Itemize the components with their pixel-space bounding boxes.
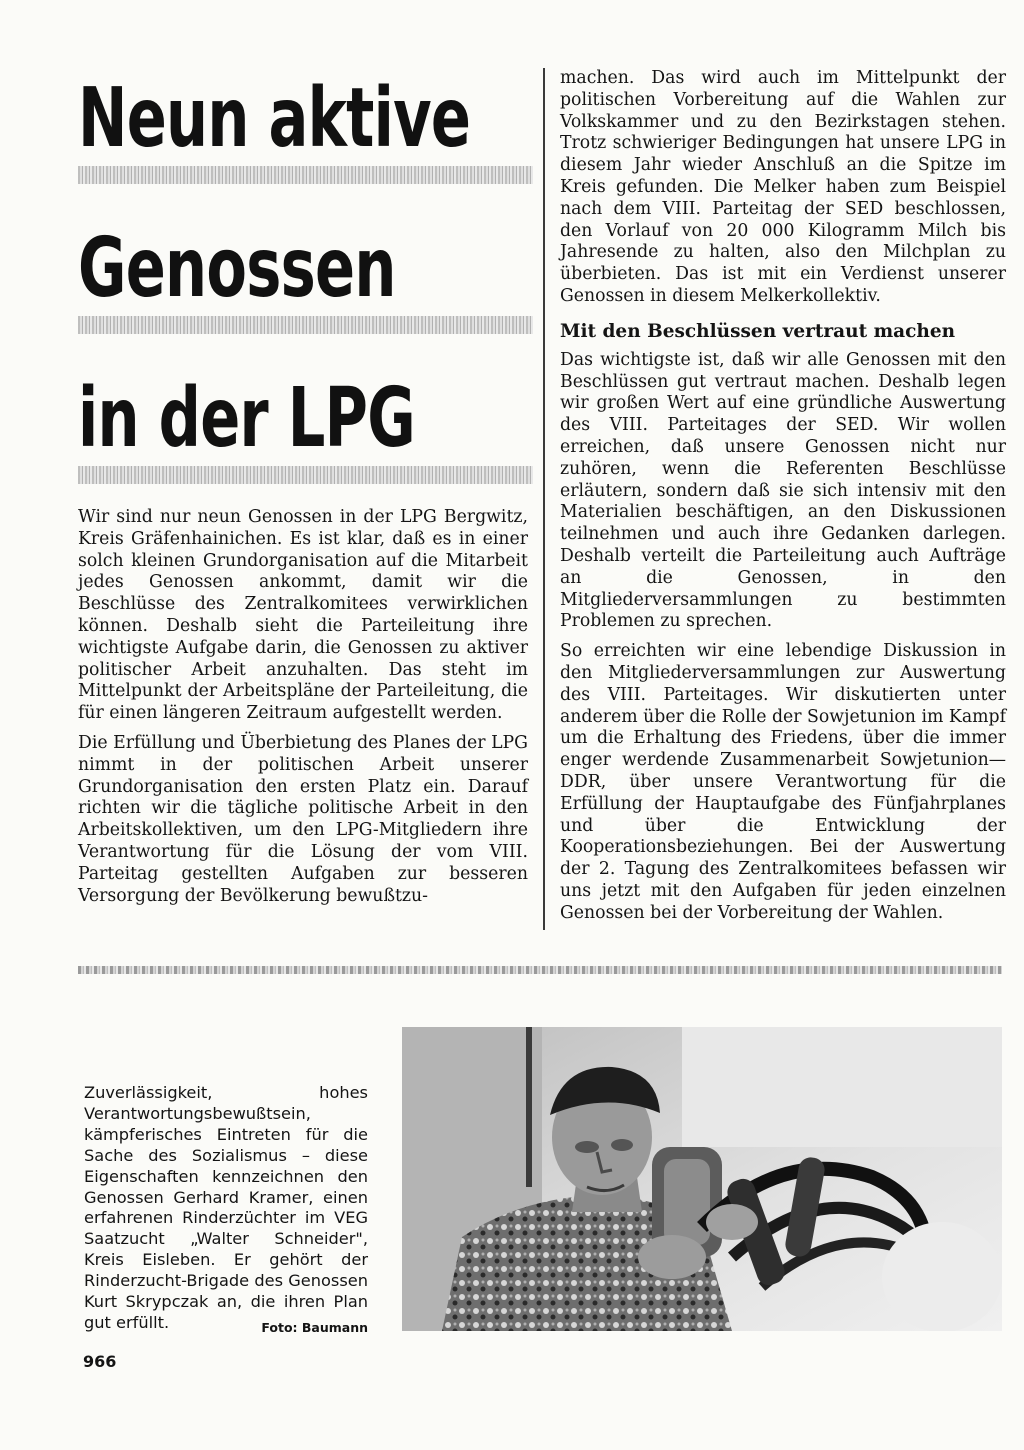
photo-caption-text: Zuverlässigkeit, hohes Verantwortungsbewußtsein, kämpferisches Eintreten für die Sache des Sozialismus – diese Eigenschaften kennzeichnen den Genossen Gerhard Kramer, einen erfahrenen Rinderzüchter im VEG Saatzucht „Walter Schneider", Kreis Eisleben. Er gehört der Rinderzucht-Brigade des Genossen Kurt Skrypczak an, die ihren Plan gut erfüllt. xyxy=(84,1083,368,1332)
photo-caption xyxy=(84,1083,368,1334)
headline-rule-3 xyxy=(78,466,533,484)
right-paragraph-2: So erreichten wir eine lebendige Diskussion in den Mitgliederversammlungen zur Auswertung des VIII. Parteitages. Wir diskutierten unter anderem über die Rolle der Sowjetunion im Kampf um die Erhaltung des Friedens, über die immer enger werdende Zusammenarbeit Sowjetunion—DDR, über unsere Verantwortung für die Erfüllung der Hauptaufgabe des Fünfjahrplanes und über die Entwicklung der Kooperationsbeziehungen. Bei der Auswertung der 2. Tagung des Zentralkomitees befassen wir uns jetzt mit den Aufgaben für jeden einzelnen Genossen bei der Vorbereitung der Wahlen. xyxy=(560,641,1006,923)
headline-rule-1 xyxy=(78,166,533,184)
section-subheading: Mit den Beschlüssen vertraut machen xyxy=(560,320,956,342)
photo-credit: Foto: Baumann xyxy=(261,1320,368,1335)
right-column xyxy=(560,68,1006,930)
headline-line-3: in der LPG xyxy=(78,371,415,466)
right-intro-paragraph: machen. Das wird auch im Mittelpunkt der politischen Vorbereitung auf die Wahlen zur Volkskammer und zu den Bezirkstagen stehen. Trotz schwieriger Bedingungen hat unsere LPG in diesem Jahr wieder Anschluß an die Spitze im Kreis gefunden. Die Melker haben zum Beispiel nach dem VIII. Parteitag der SED beschlossen, den Vorlauf von 20 000 Kilogramm Milch bis Jahresende zu halten, also den Milchplan zu überbieten. Das ist mit ein Verdienst unserer Genossen in diesem Melkerkollektiv. xyxy=(560,68,1006,306)
left-paragraph-1: Wir sind nur neun Genossen in der LPG Bergwitz, Kreis Gräfenhainichen. Es ist klar, daß es in einer solch kleinen Grundorganisation auf die Mitarbeit jedes Genossen ankommt, damit wir die Beschlüsse des Zentralkomitees verwirklichen können. Deshalb sieht die Parteileitung ihre wichtigste Aufgabe darin, die Genossen zu aktiver politischer Arbeit anzuhalten. Das steht im Mittelpunkt der Arbeitspläne der Parteileitung, die für einen längeren Zeitraum aufgestellt werden. xyxy=(78,507,528,724)
section-rule xyxy=(78,966,1002,974)
photo-illustration xyxy=(402,1027,1002,1331)
headline-line-2: Genossen xyxy=(78,221,396,316)
page-number: 966 xyxy=(83,1352,117,1371)
left-column xyxy=(78,507,528,913)
photo-milker xyxy=(402,1027,1002,1331)
left-paragraph-2: Die Erfüllung und Überbietung des Planes der LPG nimmt in der politischen Arbeit unserer Grundorganisation den ersten Platz ein. Darauf richten wir die tägliche politische Arbeit in den Arbeitskollektiven, um den LPG-Mitgliedern ihre Verantwortung für die Lösung der vom VIII. Parteitag gestellten Aufgaben zur besseren Versorgung der Bevölkerung bewußtzu- xyxy=(78,732,528,906)
column-divider xyxy=(543,68,545,930)
right-paragraph-1: Das wichtigste ist, daß wir alle Genossen mit den Beschlüssen gut vertraut machen. Deshalb legen wir großen Wert auf eine gründliche Auswertung des VIII. Parteitages der SED. Wir wollen erreichen, daß unsere Genossen nicht nur zuhören, wenn die Referenten Beschlüsse erläutern, sondern daß sie sich intensiv mit den Materialien beschäftigen, an den Diskussionen teilnehmen und auch ihre Gedanken darlegen. Deshalb verteilt die Parteileitung auch Aufträge an die Genossen, in den Mitgliederversammlungen zu bestimmten Problemen zu sprechen. xyxy=(560,349,1006,632)
headline-rule-2 xyxy=(78,316,533,334)
headline xyxy=(78,72,533,522)
headline-line-1: Neun aktive xyxy=(78,71,471,166)
